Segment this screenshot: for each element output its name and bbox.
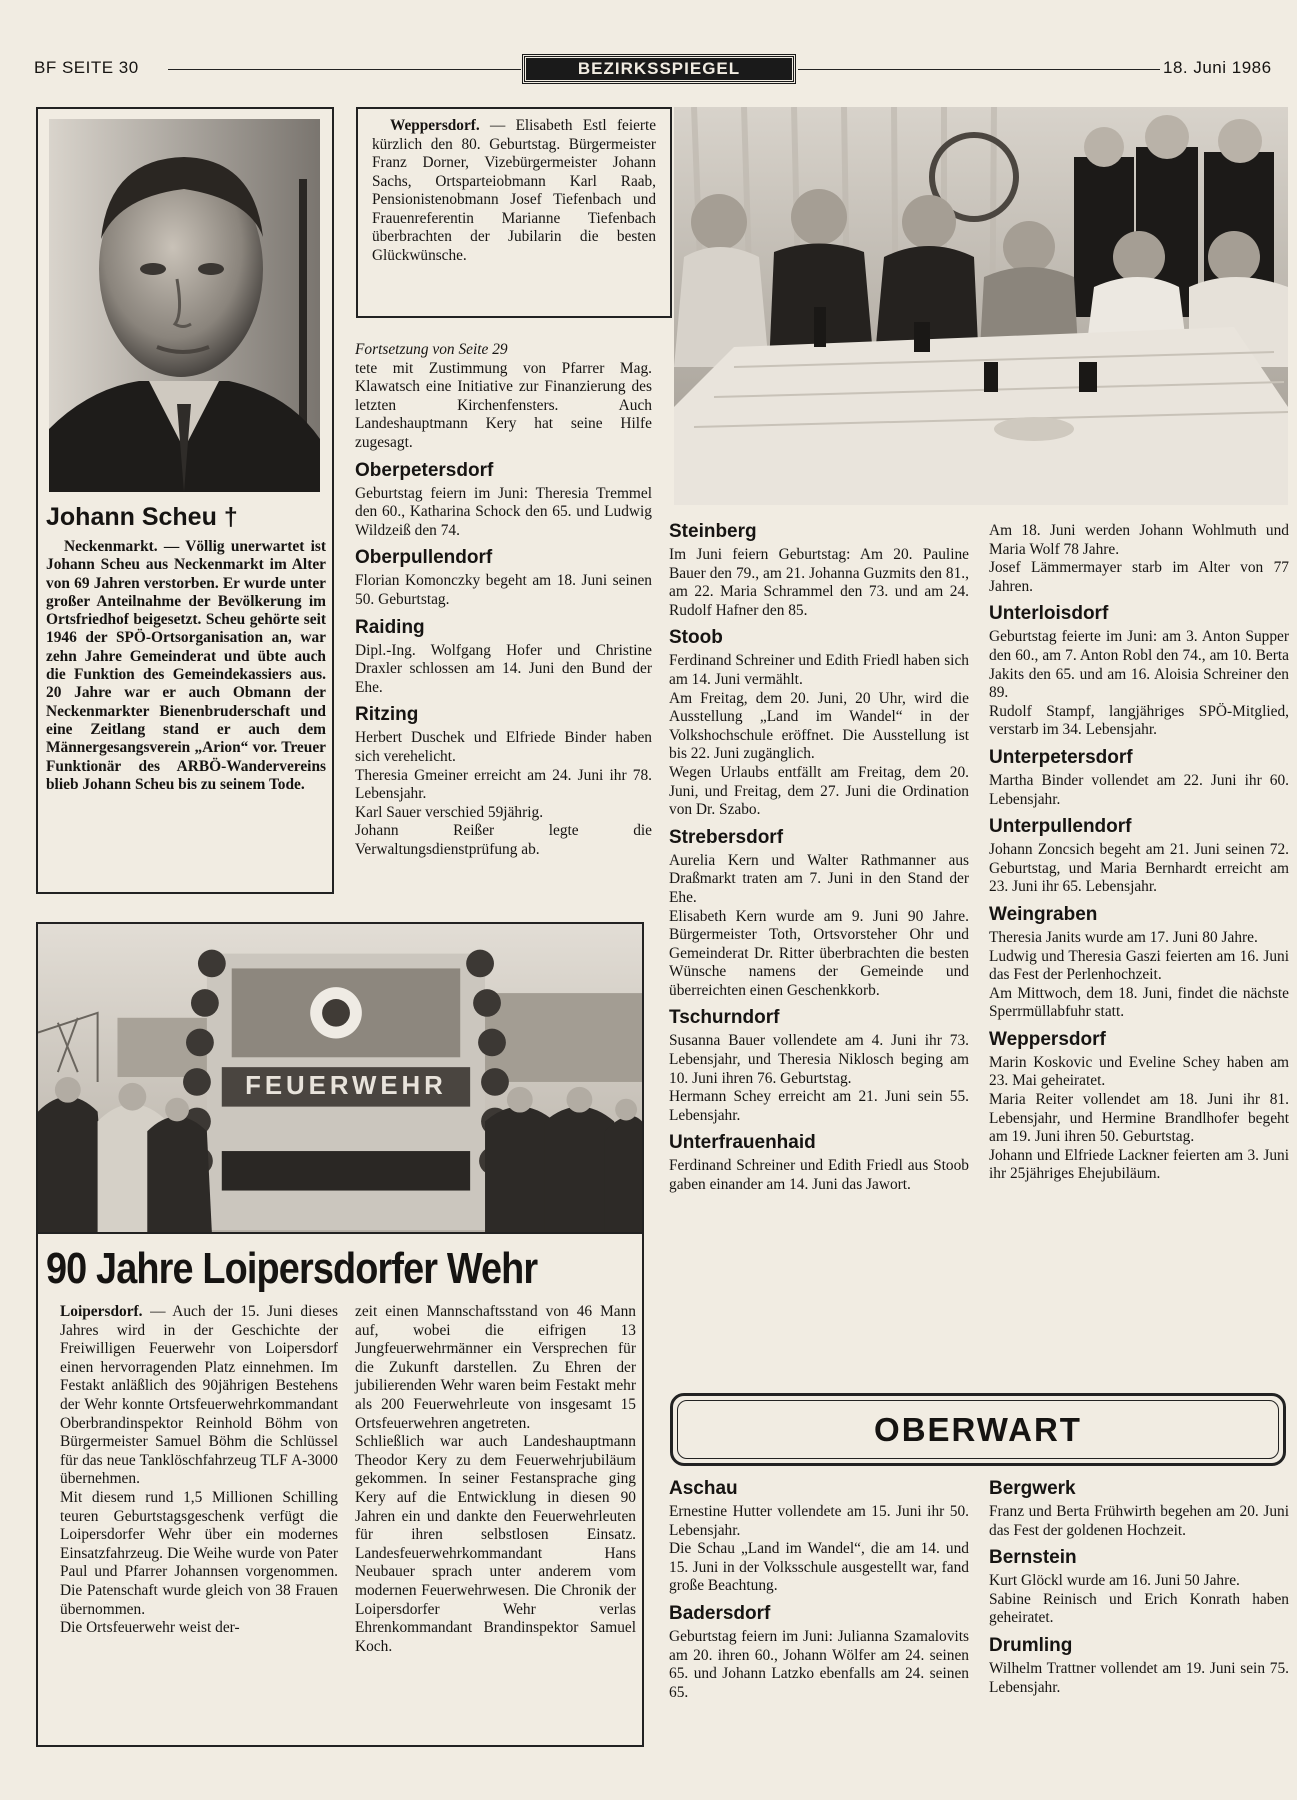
- obituary-box: [36, 107, 334, 894]
- celebration-image: [674, 107, 1288, 505]
- section-heading: Tschurndorf: [669, 1007, 780, 1029]
- continued-text: tete mit Zustimmung von Pfarrer Mag. Klawatsch eine Initiative zur Finanzierung des letzten Kirchenfensters. Auch Landeshauptmann Kery hat seine Hilfe zugesagt.: [355, 359, 652, 451]
- feature-box: [36, 1234, 644, 1747]
- section-heading: Raiding: [355, 616, 425, 638]
- weppersdorf-place: Weppersdorf.: [390, 117, 480, 134]
- fire-truck-photo: [36, 922, 644, 1234]
- col4-lead-1: Am 18. Juni werden Johann Wohlmuth und Maria Wolf 78 Jahre.: [989, 522, 1289, 558]
- issue-date: 18. Juni 1986: [1163, 58, 1272, 77]
- section-unterpullendorf: [989, 815, 1289, 897]
- section-paragraph: Elisabeth Kern wurde am 9. Juni 90 Jahre. Bürgermeister Toth, Ortsvorsteher Ohr und Gemeinderat Dr. Ritter überbrachten die besten Wünsche namens der Gemeinde und überreichten einen Geschenkkorb.: [669, 907, 969, 999]
- section-raiding: [355, 616, 652, 698]
- obituary-name: Johann Scheu: [46, 503, 217, 531]
- section-paragraph: Johann und Elfriede Lackner feierten am 3. Juni ihr 25jähriges Ehejubiläum.: [989, 1146, 1289, 1183]
- section-paragraph: Wilhelm Trattner vollendet am 19. Juni sein 75. Lebensjahr.: [989, 1659, 1289, 1696]
- section-paragraph: Johann Reißer legte die Verwaltungsdienstprüfung ab.: [355, 822, 652, 858]
- section-paragraph: Franz und Berta Frühwirth begehen am 20. Juni das Fest der goldenen Hochzeit.: [989, 1503, 1289, 1539]
- section-paragraph: Ludwig und Theresia Gaszi feierten am 16. Juni das Fest der Perlenhochzeit.: [989, 947, 1289, 984]
- oberwart-title: OBERWART: [677, 1400, 1279, 1459]
- section-banner: [523, 55, 795, 83]
- section-paragraph: Theresia Janits wurde am 17. Juni 80 Jahre.: [989, 928, 1258, 946]
- section-paragraph: Am Freitag, dem 20. Juni, 20 Uhr, wird die Ausstellung „Land im Wandel“ in der Volkshochschule eröffnet. Die Ausstellung ist bis 22. Juni zugänglich.: [669, 689, 969, 763]
- feature-col2-p2: Schließlich war auch Landeshauptmann Theodor Kery zu dem Feuerwehrjubiläum gekommen. In seiner Festansprache ging Kery auf die Entwicklung in diesen 90 Jahren ein und dankte den Feuerwehrleuten für ihren selbstlosen Einsatz. Landesfeuerwehrkommandant Hans Neubauer sprach unter anderem vom modernen Feuerwehrwesen. Die Chronik der Loipersdorfer Wehr verlas Ehrenkommandant Brandinspektor Samuel Koch.: [355, 1433, 636, 1655]
- section-heading: Strebersdorf: [669, 826, 784, 848]
- section-oberpullendorf: [355, 546, 652, 609]
- section-heading: Bergwerk: [989, 1478, 1076, 1499]
- section-paragraph: Karl Sauer verschied 59jährig.: [355, 803, 544, 821]
- header-rule-left: [168, 69, 521, 70]
- section-paragraph: Geburtstag feiern im Juni: Julianna Szamalovits am 20. ihren 60., Johann Wölfer am 24. seinen 65. und Johann Latzko ebenfalls am 24. seinen 65.: [669, 1627, 969, 1701]
- section-paragraph: Aurelia Kern und Walter Rathmanner aus Draßmarkt traten am 7. Juni in den Stand der Ehe.: [669, 851, 969, 906]
- section-paragraph: Maria Reiter vollendet am 18. Juni ihr 81. Lebensjahr, und Hermine Brandlhofer begeht am 19. Juni ihren 50. Geburtstag.: [989, 1091, 1289, 1146]
- section-paragraph: Ferdinand Schreiner und Edith Friedl aus Stoob gaben einander am 14. Juni das Jawort.: [669, 1157, 969, 1194]
- celebration-photo: [674, 107, 1288, 505]
- obituary-title: [46, 502, 326, 532]
- section-paragraph: Im Juni feiern Geburtstag: Am 20. Pauline Bauer den 79., am 21. Johanna Guzmits den 81., am 22. Maria Schrammel den 73. und am 24. Rudolf Hafner den 85.: [669, 546, 969, 619]
- section-ritzing: [355, 703, 652, 859]
- section-paragraph: Die Schau „Land im Wandel“, die am 14. und 15. Juni in der Volksschule ausgestellt war, fand große Beachtung.: [669, 1540, 969, 1595]
- section-heading: Oberpullendorf: [355, 547, 493, 569]
- section-aschau: [669, 1477, 969, 1596]
- fire-truck-image: [38, 924, 642, 1232]
- oberwart-banner: [670, 1393, 1286, 1466]
- section-paragraph: Johann Zoncsich begeht am 21. Juni seinen 72. Geburtstag, und Maria Bernhardt erreicht am 23. Juni ihr 65. Lebensjahr.: [989, 841, 1289, 896]
- section-badersdorf: [669, 1602, 969, 1702]
- section-paragraph: Geburtstag feierte im Juni: am 3. Anton Supper den 60., am 7. Anton Robl den 74., am 10. Berta Jakits den 65. und am 16. Aloisia Schreiner den 89.: [989, 628, 1289, 702]
- section-paragraph: Susanna Bauer vollendete am 4. Juni ihr 73. Lebensjahr, und Theresia Niklosch beging am 10. Juni ihren 76. Geburtstag.: [669, 1032, 969, 1087]
- oberwart-right-sections: [989, 1477, 1289, 1697]
- section-heading: Unterpullendorf: [989, 816, 1132, 838]
- section-bernstein: [989, 1546, 1289, 1628]
- section-paragraph: Sabine Reinisch und Erich Konrath haben geheiratet.: [989, 1590, 1289, 1627]
- section-bergwerk: [989, 1477, 1289, 1540]
- col4-lead-2: Josef Lämmermayer starb im Alter von 77 Jahren.: [989, 559, 1289, 595]
- column-four-sections: [989, 602, 1289, 1184]
- section-stoob: [669, 626, 969, 819]
- section-paragraph: Hermann Schey erreicht am 21. Juni sein 55. Lebensjahr.: [669, 1088, 969, 1124]
- header-rule-right: [798, 69, 1160, 70]
- section-steinberg: [669, 520, 969, 620]
- feature-col1-p2: Mit diesem rund 1,5 Millionen Schilling teuren Geburtstagsgeschenk verfügt die Loipersdorfer Wehr über ein modernes Einsatzfahrzeug. Die Weihe wurde von Pater Paul und Pfarrer Johannsen vorgenommen. Die Patenschaft wurde gleich von 38 Frauen übernommen.: [60, 1488, 338, 1618]
- section-heading: Steinberg: [669, 521, 757, 542]
- section-unterloisdorf: [989, 602, 1289, 740]
- continuation-note: Fortsetzung von Seite 29: [355, 341, 508, 358]
- section-paragraph: Ernestine Hutter vollendete am 15. Juni ihr 50. Lebensjahr.: [669, 1503, 969, 1539]
- section-drumling: [989, 1634, 1289, 1697]
- section-paragraph: Herbert Duschek und Elfriede Binder haben sich verehelicht.: [355, 729, 652, 765]
- section-paragraph: Geburtstag feiern im Juni: Theresia Tremmel den 60., Katharina Schock den 65. und Ludwig Wildzeiß den 74.: [355, 484, 652, 539]
- section-heading: Stoob: [669, 627, 723, 649]
- column-four: [989, 522, 1289, 1184]
- section-paragraph: Marin Koskovic und Eveline Schey haben am 23. Mai geheiratet.: [989, 1053, 1289, 1090]
- section-heading: Weppersdorf: [989, 1028, 1106, 1050]
- section-heading: Aschau: [669, 1478, 738, 1499]
- section-strebersdorf: [669, 826, 969, 1001]
- section-weppersdorf: [989, 1028, 1289, 1184]
- middle-column: [355, 341, 652, 859]
- section-title: BEZIRKSSPIEGEL: [577, 59, 741, 78]
- section-heading: Unterpetersdorf: [989, 746, 1133, 768]
- section-paragraph: Rudolf Stampf, langjähriges SPÖ-Mitglied, verstarb im 34. Lebensjahr.: [989, 702, 1289, 739]
- section-heading: Badersdorf: [669, 1602, 771, 1624]
- obituary-text: Neckenmarkt. — Völlig unerwartet ist Johann Scheu aus Neckenmarkt im Alter von 69 Jahren verstorben. Er wurde unter großer Anteilnahme der Bevölkerung im Ortsfriedhof beigesetzt. Scheu gehörte seit 1946 der SPÖ-Ortsorganisation an, war zehn Jahre Gemeinderat und übte auch die Funktion des Gemeindekassiers aus. 20 Jahre war er auch Obmann der Neckenmarkter Bienenbruderschaft und eine Zeitlang stand er auch dem Männergesangsverein „Arion“ vor. Treuer Funktionär des ARBÖ-Wandervereins blieb Johann Scheu bis zu seinem Tode.: [46, 538, 326, 793]
- section-oberpetersdorf: [355, 459, 652, 541]
- portrait-image: [49, 119, 320, 492]
- section-heading: Unterfrauenhaid: [669, 1132, 816, 1154]
- portrait-photo: [49, 119, 320, 492]
- weppersdorf-text: [372, 117, 656, 265]
- section-tschurndorf: [669, 1006, 969, 1125]
- section-heading: Oberpetersdorf: [355, 459, 494, 481]
- feature-title: 90 Jahre Loipersdorfer Wehr: [46, 1244, 538, 1293]
- column-three-sections: [669, 520, 969, 1195]
- section-heading: Drumling: [989, 1634, 1073, 1656]
- weppersdorf-body: — Elisabeth Estl feierte kürzlich den 80. Geburtstag. Bürgermeister Franz Dorner, Vizebürgermeister Johann Sachs, Ortsparteiobmann Karl Raab, Pensionistenobmann Josef Tiefenbach und Frauenreferentin Marianne Tiefenbach überbrachten der Jubilarin die besten Glückwünsche.: [372, 117, 656, 264]
- feature-col2-p1: zeit einen Mannschaftsstand von 46 Mann auf, wobei die eifrigen 13 Jungfeuerwehrmänner ein Versprechen für die Zukunft darstellen. Zu Ehren der jubilierenden Wehr waren beim Festakt mehr als 200 Feuerwehrleute von insgesamt 15 Ortsfeuerwehren angetreten.: [355, 1303, 636, 1432]
- section-paragraph: Kurt Glöckl wurde am 16. Juni 50 Jahre.: [989, 1572, 1240, 1590]
- section-weingraben: [989, 903, 1289, 1022]
- section-heading: Bernstein: [989, 1547, 1077, 1569]
- page-label: BF SEITE 30: [34, 58, 139, 77]
- section-paragraph: Ferdinand Schreiner und Edith Friedl haben sich am 14. Juni vermählt.: [669, 652, 969, 688]
- cross-icon: †: [223, 503, 238, 531]
- section-paragraph: Martha Binder vollendet am 22. Juni ihr 60. Lebensjahr.: [989, 771, 1289, 808]
- section-paragraph: Wegen Urlaubs entfällt am Freitag, dem 20. Juni, und Freitag, dem 27. Juni die Ordination von Dr. Szabo.: [669, 763, 969, 819]
- column-three: [669, 520, 969, 1195]
- section-unterpetersdorf: [989, 746, 1289, 809]
- section-heading: Weingraben: [989, 903, 1098, 925]
- feature-place: Loipersdorf.: [60, 1303, 143, 1320]
- section-unterfrauenhaid: [669, 1131, 969, 1194]
- feature-col1-p1: [60, 1303, 338, 1489]
- oberwart-left-column: [669, 1477, 969, 1702]
- section-paragraph: Theresia Gmeiner erreicht am 24. Juni ihr 78. Lebensjahr.: [355, 766, 652, 803]
- weppersdorf-box: [356, 107, 672, 318]
- feature-col1-lead: — Auch der 15. Juni dieses Jahres wird in der Geschichte der Freiwilligen Feuerwehr von Loipersdorf einen hervorragenden Platz einnehmen. Im Festakt anläßlich des 90jährigen Bestehens der Wehr konnte Ortsfeuerwehrkommandant Oberbrandinspektor Reinhold Böhm von Bürgermeister Samuel Böhm die Schlüssel für das neue Tanklöschfahrzeug TLF A-3000 übernehmen.: [60, 1303, 338, 1488]
- section-paragraph: Am Mittwoch, dem 18. Juni, findet die nächste Sperrmüllabfuhr statt.: [989, 984, 1289, 1021]
- section-heading: Unterloisdorf: [989, 603, 1109, 625]
- oberwart-right-column: [989, 1477, 1289, 1697]
- feature-col1-p3: Die Ortsfeuerwehr weist der-: [60, 1619, 240, 1637]
- section-paragraph: Florian Komonczky begeht am 18. Juni seinen 50. Geburtstag.: [355, 572, 652, 608]
- section-heading: Ritzing: [355, 704, 419, 726]
- truck-lettering: FEUERWEHR: [245, 1071, 447, 1100]
- section-paragraph: Dipl.-Ing. Wolfgang Hofer und Christine Draxler schlossen am 14. Juni den Bund der Ehe.: [355, 641, 652, 696]
- oberwart-left-sections: [669, 1477, 969, 1702]
- middle-sections: [355, 459, 652, 860]
